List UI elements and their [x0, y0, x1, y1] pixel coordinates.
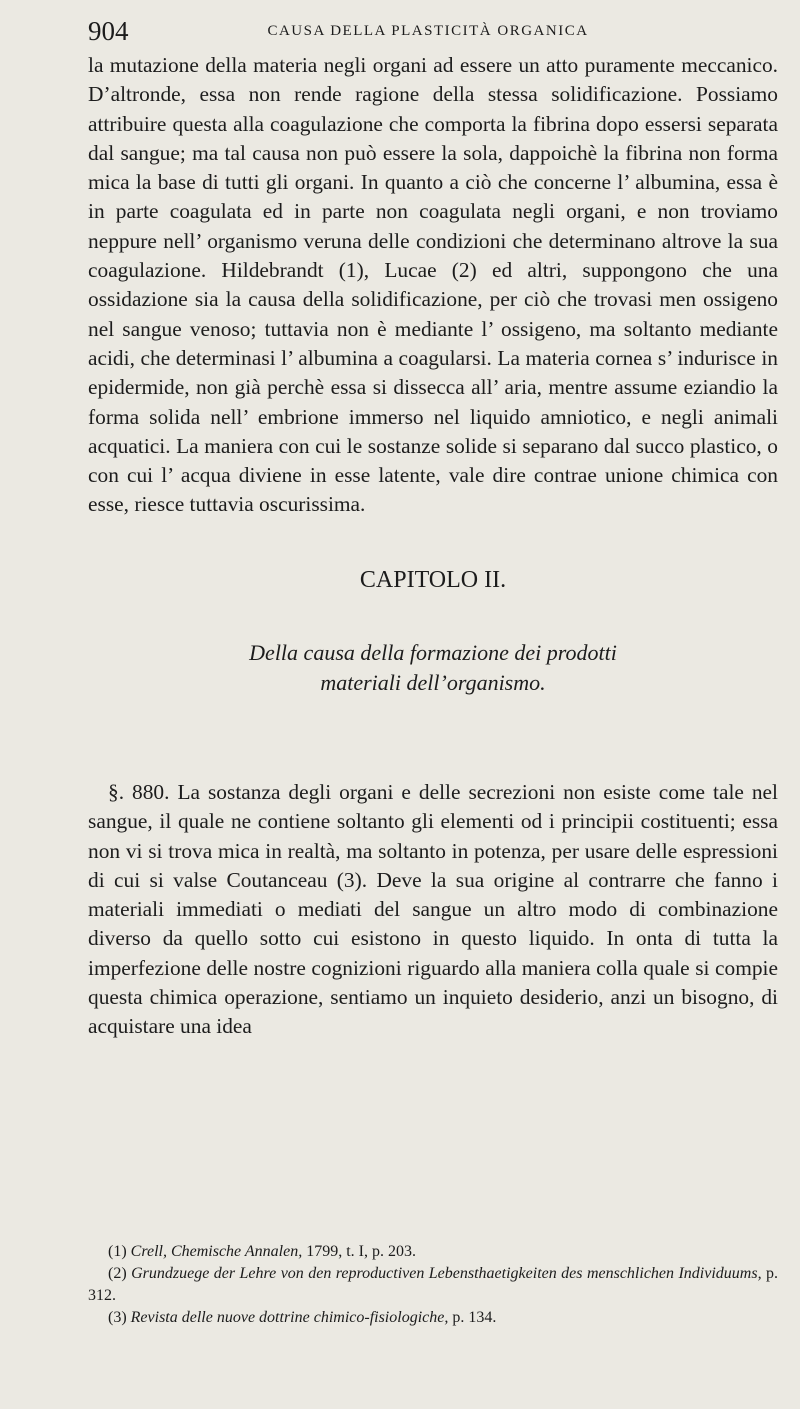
- footnote-1: [88, 1241, 778, 1263]
- running-title: CAUSA DELLA PLASTICITÀ ORGANICA: [267, 23, 589, 39]
- running-head: [88, 14, 768, 48]
- chapter-subtitle-line-2: materiali dell’organismo.: [320, 670, 546, 695]
- footnote-2: [88, 1263, 778, 1307]
- footnote-author: Crell,: [130, 1243, 167, 1260]
- footnote-reference: 1799, t. I, p. 203.: [306, 1243, 416, 1260]
- footnotes: [88, 1241, 778, 1329]
- footnote-mark: (2): [108, 1265, 127, 1282]
- body-paragraph-1: la mutazione della materia negli organi ad essere un atto puramente meccanico. D’altronde, essa non rende ragione della stessa solidificazione. Possiamo attribuire questa alla coagulazione che comporta la fibrina dopo essersi separata dal sangue; ma tal causa non può essere la sola, dappoichè la fibrina non forma mica la base di tutti gli organi. In quanto a ciò che concerne l’ albumina, essa è in parte coagulata ed in parte non coagulata negli organi, e non troviamo neppure nell’ organismo veruna delle condizioni che determinano altrove la sua coagulazione. Hildebrandt (1), Lucae (2) ed altri, suppongono che una ossidazione sia la causa della solidificazione, per ciò che trovasi men ossigeno nel sangue venoso; tuttavia non è mediante l’ ossigeno, ma soltanto mediante acidi, che determinasi l’ albumina a coagularsi. La materia cornea s’ indurisce in epidermide, non già perchè essa si dissecca all’ aria, mentre assume eziandio la forma solida nell’ embrione immerso nel liquido amniotico, e negli animali acquatici. La maniera con cui le sostanze solide si separano dal succo plastico, o con cui l’ acqua diviene in esse latente, vale dire contrae unione chimica con esse, riesce tuttavia oscurissima.: [88, 53, 778, 517]
- page-number: 904: [88, 16, 129, 46]
- footnote-mark: (3): [108, 1309, 127, 1326]
- footnote-mark: (1): [108, 1243, 127, 1260]
- footnote-reference: p. 312.: [88, 1265, 779, 1304]
- chapter-subtitle: [88, 638, 778, 698]
- footnote-reference: p. 134.: [452, 1309, 497, 1326]
- footnote-3: [88, 1307, 778, 1329]
- footnote-work: Chemische Annalen,: [170, 1243, 303, 1260]
- chapter-heading: CAPITOLO II.: [359, 567, 507, 593]
- body-paragraph-2: §. 880. La sostanza degli organi e delle secrezioni non esiste come tale nel sangue, il quale ne contiene soltanto gli elementi od i principii costituenti; essa non vi si trova mica in realtà, ma soltanto in potenza, per usare delle espressioni di cui si valse Coutanceau (3). Deve la sua origine al contrarre che fanno i materiali immediati o mediati del sangue un altro modo di combinazione diverso da quello sotto cui esistono in questo liquido. In onta di tutta la imperfezione delle nostre cognizioni riguardo alla maniera colla quale si compie questa chimica operazione, sentiamo un inquieto desiderio, anzi un bisogno, di acquistare una idea: [88, 780, 778, 1039]
- footnote-work: Grundzuege der Lehre von den reproductiven Lebensthaetigkeiten des menschlichen Individuums,: [131, 1265, 762, 1282]
- footnote-work: Revista delle nuove dottrine chimico-fisiologiche,: [130, 1309, 449, 1326]
- chapter-subtitle-line-1: Della causa della formazione dei prodotti: [249, 640, 617, 665]
